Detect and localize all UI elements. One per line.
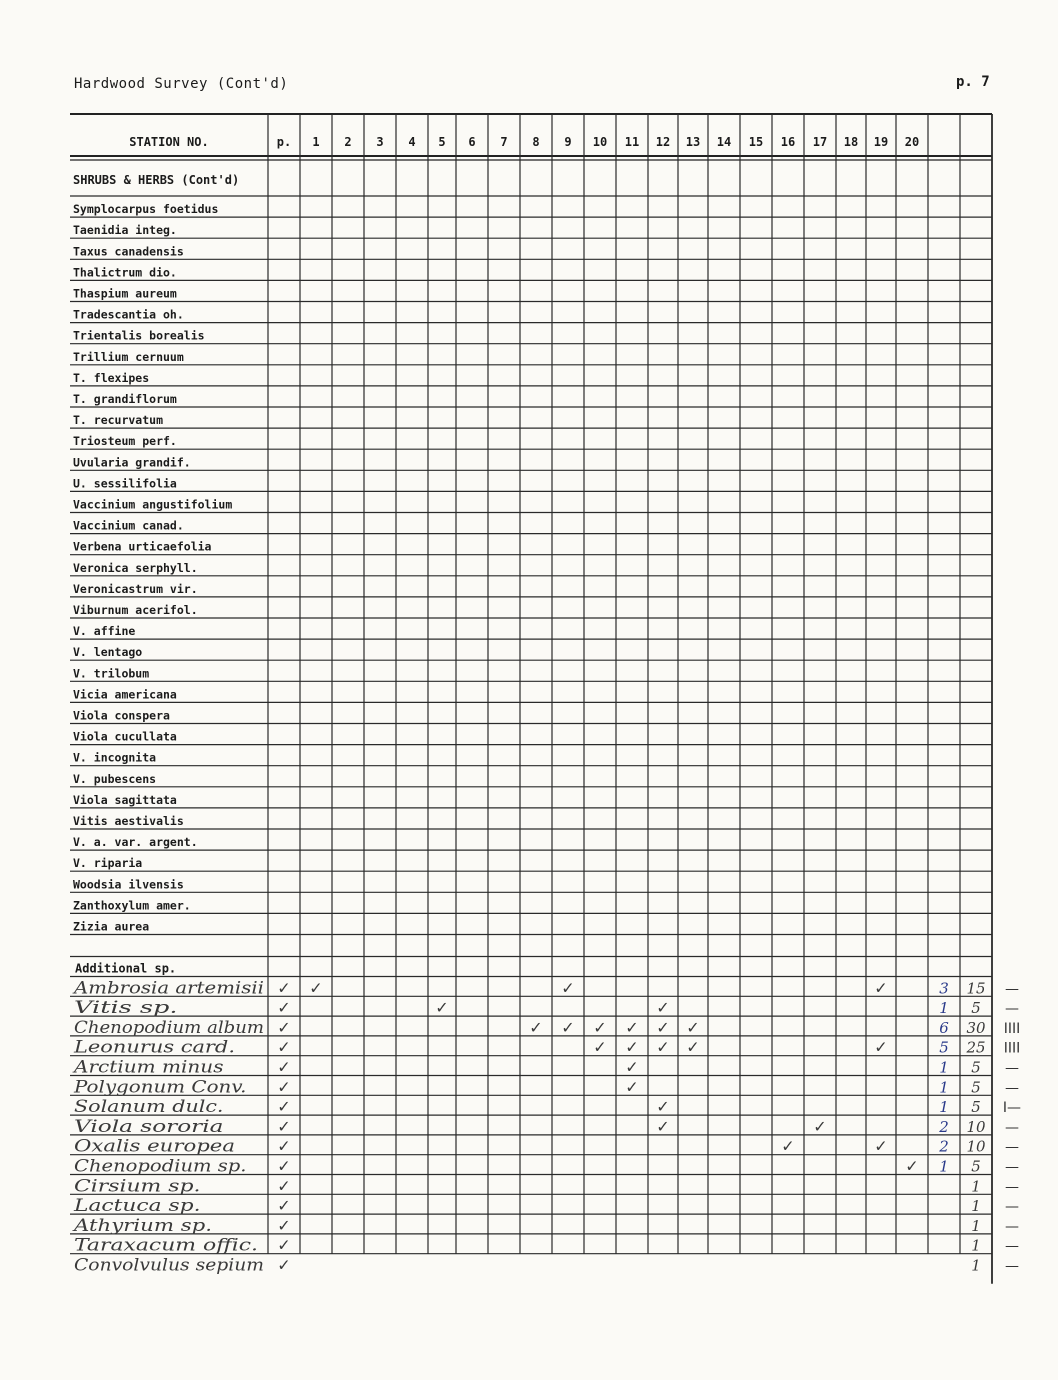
station-count: 6: [939, 1018, 949, 1037]
tally-mark: —: [1005, 1080, 1019, 1097]
frequency-total: 1: [971, 1197, 981, 1216]
species-name: Woodsia ilvensis: [73, 877, 184, 892]
check-mark: ✓: [625, 1057, 639, 1077]
species-name: U. sessilifolia: [73, 476, 177, 491]
handwritten-species: Ambrosia artemisii: [71, 978, 264, 999]
handwritten-species: Polygonum Conv.: [72, 1077, 247, 1098]
check-mark: ✓: [277, 1196, 291, 1216]
species-name: Verbena urticaefolia: [73, 539, 212, 554]
check-mark: ✓: [561, 978, 575, 998]
species-name: Veronicastrum vir.: [73, 581, 198, 596]
check-mark: ✓: [656, 998, 670, 1018]
frequency-total: 10: [966, 1117, 986, 1136]
species-name: Tradescantia oh.: [73, 307, 184, 322]
check-mark: ✓: [277, 1097, 291, 1117]
column-header: 16: [780, 135, 796, 149]
tally-mark: IIII: [1003, 1020, 1021, 1037]
column-header: 5: [438, 135, 446, 149]
check-mark: ✓: [625, 1077, 639, 1097]
column-header: 18: [843, 135, 859, 149]
section-heading: SHRUBS & HERBS (Cont'd): [73, 173, 240, 187]
species-name: V. affine: [73, 624, 136, 639]
check-mark: ✓: [277, 1176, 291, 1196]
check-mark: ✓: [277, 978, 291, 998]
station-count: 1: [939, 1098, 949, 1117]
column-header: 1: [312, 135, 320, 149]
frequency-total: 5: [971, 1078, 981, 1097]
station-label: STATION NO.: [129, 135, 209, 149]
check-mark: ✓: [529, 1017, 543, 1037]
handwritten-species: Vitis sp.: [74, 998, 178, 1019]
column-header: 20: [904, 135, 920, 149]
species-name: T. recurvatum: [73, 413, 164, 428]
species-name: V. pubescens: [73, 771, 157, 786]
species-name: Vitis aestivalis: [73, 814, 184, 828]
frequency-total: 15: [966, 979, 986, 998]
species-name: Vaccinium canad.: [73, 518, 184, 533]
check-mark: ✓: [277, 1235, 291, 1255]
check-mark: ✓: [277, 1156, 291, 1176]
species-name: Thalictrum dio.: [73, 265, 177, 280]
tally-mark: —: [1005, 1159, 1019, 1176]
species-name: Viola cucullata: [73, 729, 177, 744]
species-name: Zanthoxylum amer.: [73, 898, 191, 913]
check-mark: ✓: [593, 1017, 607, 1037]
handwritten-species: Athyrium sp.: [71, 1215, 213, 1236]
tally-mark: —: [1005, 1060, 1019, 1077]
additional-heading: Additional sp.: [75, 961, 177, 976]
frequency-total: 30: [966, 1018, 986, 1037]
check-mark: ✓: [625, 1017, 639, 1037]
station-count: 5: [939, 1038, 949, 1057]
tally-mark: —: [1005, 981, 1019, 998]
check-mark: ✓: [561, 1017, 575, 1037]
frequency-total: 5: [971, 1157, 981, 1176]
check-mark: ✓: [781, 1136, 795, 1156]
check-mark: ✓: [874, 1136, 888, 1156]
tally-mark: —: [1005, 1238, 1019, 1255]
handwritten-species: Chenopodium album: [74, 1017, 264, 1038]
frequency-total: 1: [971, 1216, 981, 1235]
column-header: 15: [748, 135, 764, 149]
handwritten-species: Convolvulus sepium: [74, 1255, 264, 1276]
check-mark: ✓: [656, 1116, 670, 1136]
check-mark: ✓: [277, 998, 291, 1018]
handwritten-species: Cirsium sp.: [74, 1176, 201, 1197]
column-header: 14: [716, 135, 732, 149]
tally-mark: —: [1005, 1119, 1019, 1136]
tally-mark: —: [1005, 1139, 1019, 1156]
page-number: p. 7: [956, 74, 990, 90]
column-header: 10: [592, 135, 608, 149]
frequency-total: 1: [971, 1236, 981, 1255]
station-count: 3: [939, 979, 949, 998]
document-title: Hardwood Survey (Cont'd): [74, 76, 289, 92]
species-name: Uvularia grandif.: [73, 455, 191, 470]
station-count: 1: [939, 1058, 949, 1077]
check-mark: ✓: [813, 1116, 827, 1136]
column-header: p.: [276, 135, 292, 149]
handwritten-species: Leonurus card.: [72, 1037, 235, 1058]
column-header: 8: [532, 135, 540, 149]
frequency-total: 5: [971, 1058, 981, 1077]
column-header: 3: [376, 135, 384, 149]
check-mark: ✓: [625, 1037, 639, 1057]
check-mark: ✓: [277, 1116, 291, 1136]
station-count: 2: [939, 1137, 949, 1156]
tally-mark: —: [1005, 1001, 1019, 1018]
species-name: V. trilobum: [73, 666, 150, 681]
station-count: 1: [939, 999, 949, 1018]
species-name: T. grandiflorum: [73, 392, 177, 406]
tally-mark: —: [1005, 1218, 1019, 1235]
species-name: V. a. var. argent.: [73, 835, 198, 850]
station-count: 1: [939, 1157, 949, 1176]
check-mark: ✓: [277, 1037, 291, 1057]
tally-mark: —: [1005, 1258, 1019, 1275]
check-mark: ✓: [874, 1037, 888, 1057]
check-mark: ✓: [277, 1136, 291, 1156]
species-name: Taxus canadensis: [73, 244, 184, 259]
species-name: Taenidia integ.: [73, 223, 177, 238]
species-name: Viola conspera: [73, 708, 170, 723]
handwritten-species: Chenopodium sp.: [74, 1156, 247, 1177]
column-header: 13: [685, 135, 701, 149]
check-mark: ✓: [309, 978, 323, 998]
check-mark: ✓: [874, 978, 888, 998]
check-mark: ✓: [277, 1077, 291, 1097]
column-header: 9: [564, 135, 572, 149]
column-header: 6: [468, 135, 476, 149]
column-header: 2: [344, 135, 352, 149]
species-name: Symplocarpus foetidus: [73, 202, 219, 217]
handwritten-species: Solanum dulc.: [74, 1097, 224, 1118]
species-name: Viburnum acerifol.: [73, 603, 198, 617]
species-name: V. incognita: [73, 750, 157, 765]
check-mark: ✓: [656, 1097, 670, 1117]
species-name: V. lentago: [73, 645, 143, 660]
tally-mark: I—: [1002, 1100, 1022, 1117]
frequency-total: 1: [971, 1177, 981, 1196]
check-mark: ✓: [435, 998, 449, 1018]
handwritten-species: Taraxacum offic.: [74, 1235, 258, 1256]
tally-mark: IIII: [1003, 1040, 1021, 1057]
check-mark: ✓: [277, 1017, 291, 1037]
species-name: Thaspium aureum: [73, 286, 177, 301]
station-count: 1: [939, 1078, 949, 1097]
handwritten-species: Lactuca sp.: [72, 1196, 201, 1217]
species-name: Viola sagittata: [73, 792, 177, 807]
check-mark: ✓: [656, 1037, 670, 1057]
frequency-total: 5: [971, 1098, 981, 1117]
check-mark: ✓: [905, 1156, 919, 1176]
column-header: 19: [873, 135, 889, 149]
species-name: V. riparia: [73, 856, 143, 871]
frequency-total: 10: [966, 1137, 986, 1156]
station-count: 2: [939, 1117, 949, 1136]
column-header: 11: [624, 135, 640, 149]
check-mark: ✓: [277, 1215, 291, 1235]
check-mark: ✓: [593, 1037, 607, 1057]
species-name: Vicia americana: [73, 687, 177, 702]
column-header: 4: [408, 135, 416, 149]
frequency-total: 25: [966, 1038, 986, 1057]
check-mark: ✓: [656, 1017, 670, 1037]
check-mark: ✓: [277, 1255, 291, 1275]
species-name: Zizia aurea: [73, 919, 150, 934]
handwritten-species: Arctium minus: [71, 1057, 224, 1078]
column-header: 12: [655, 135, 671, 149]
column-header: 7: [500, 135, 508, 149]
tally-mark: —: [1005, 1179, 1019, 1196]
species-name: Triosteum perf.: [73, 434, 177, 449]
species-name: T. flexipes: [73, 370, 150, 385]
species-name: Trientalis borealis: [73, 328, 205, 343]
tally-mark: —: [1005, 1199, 1019, 1216]
species-name: Veronica serphyll.: [73, 560, 198, 575]
check-mark: ✓: [686, 1037, 700, 1057]
handwritten-species: Viola sororia: [74, 1116, 224, 1137]
column-header: 17: [812, 135, 828, 149]
species-name: Trillium cernuum: [73, 349, 184, 364]
check-mark: ✓: [277, 1057, 291, 1077]
species-name: Vaccinium angustifolium: [73, 497, 233, 512]
frequency-total: 5: [971, 999, 981, 1018]
handwritten-species: Oxalis europea: [74, 1136, 235, 1157]
frequency-total: 1: [971, 1256, 981, 1275]
check-mark: ✓: [686, 1017, 700, 1037]
